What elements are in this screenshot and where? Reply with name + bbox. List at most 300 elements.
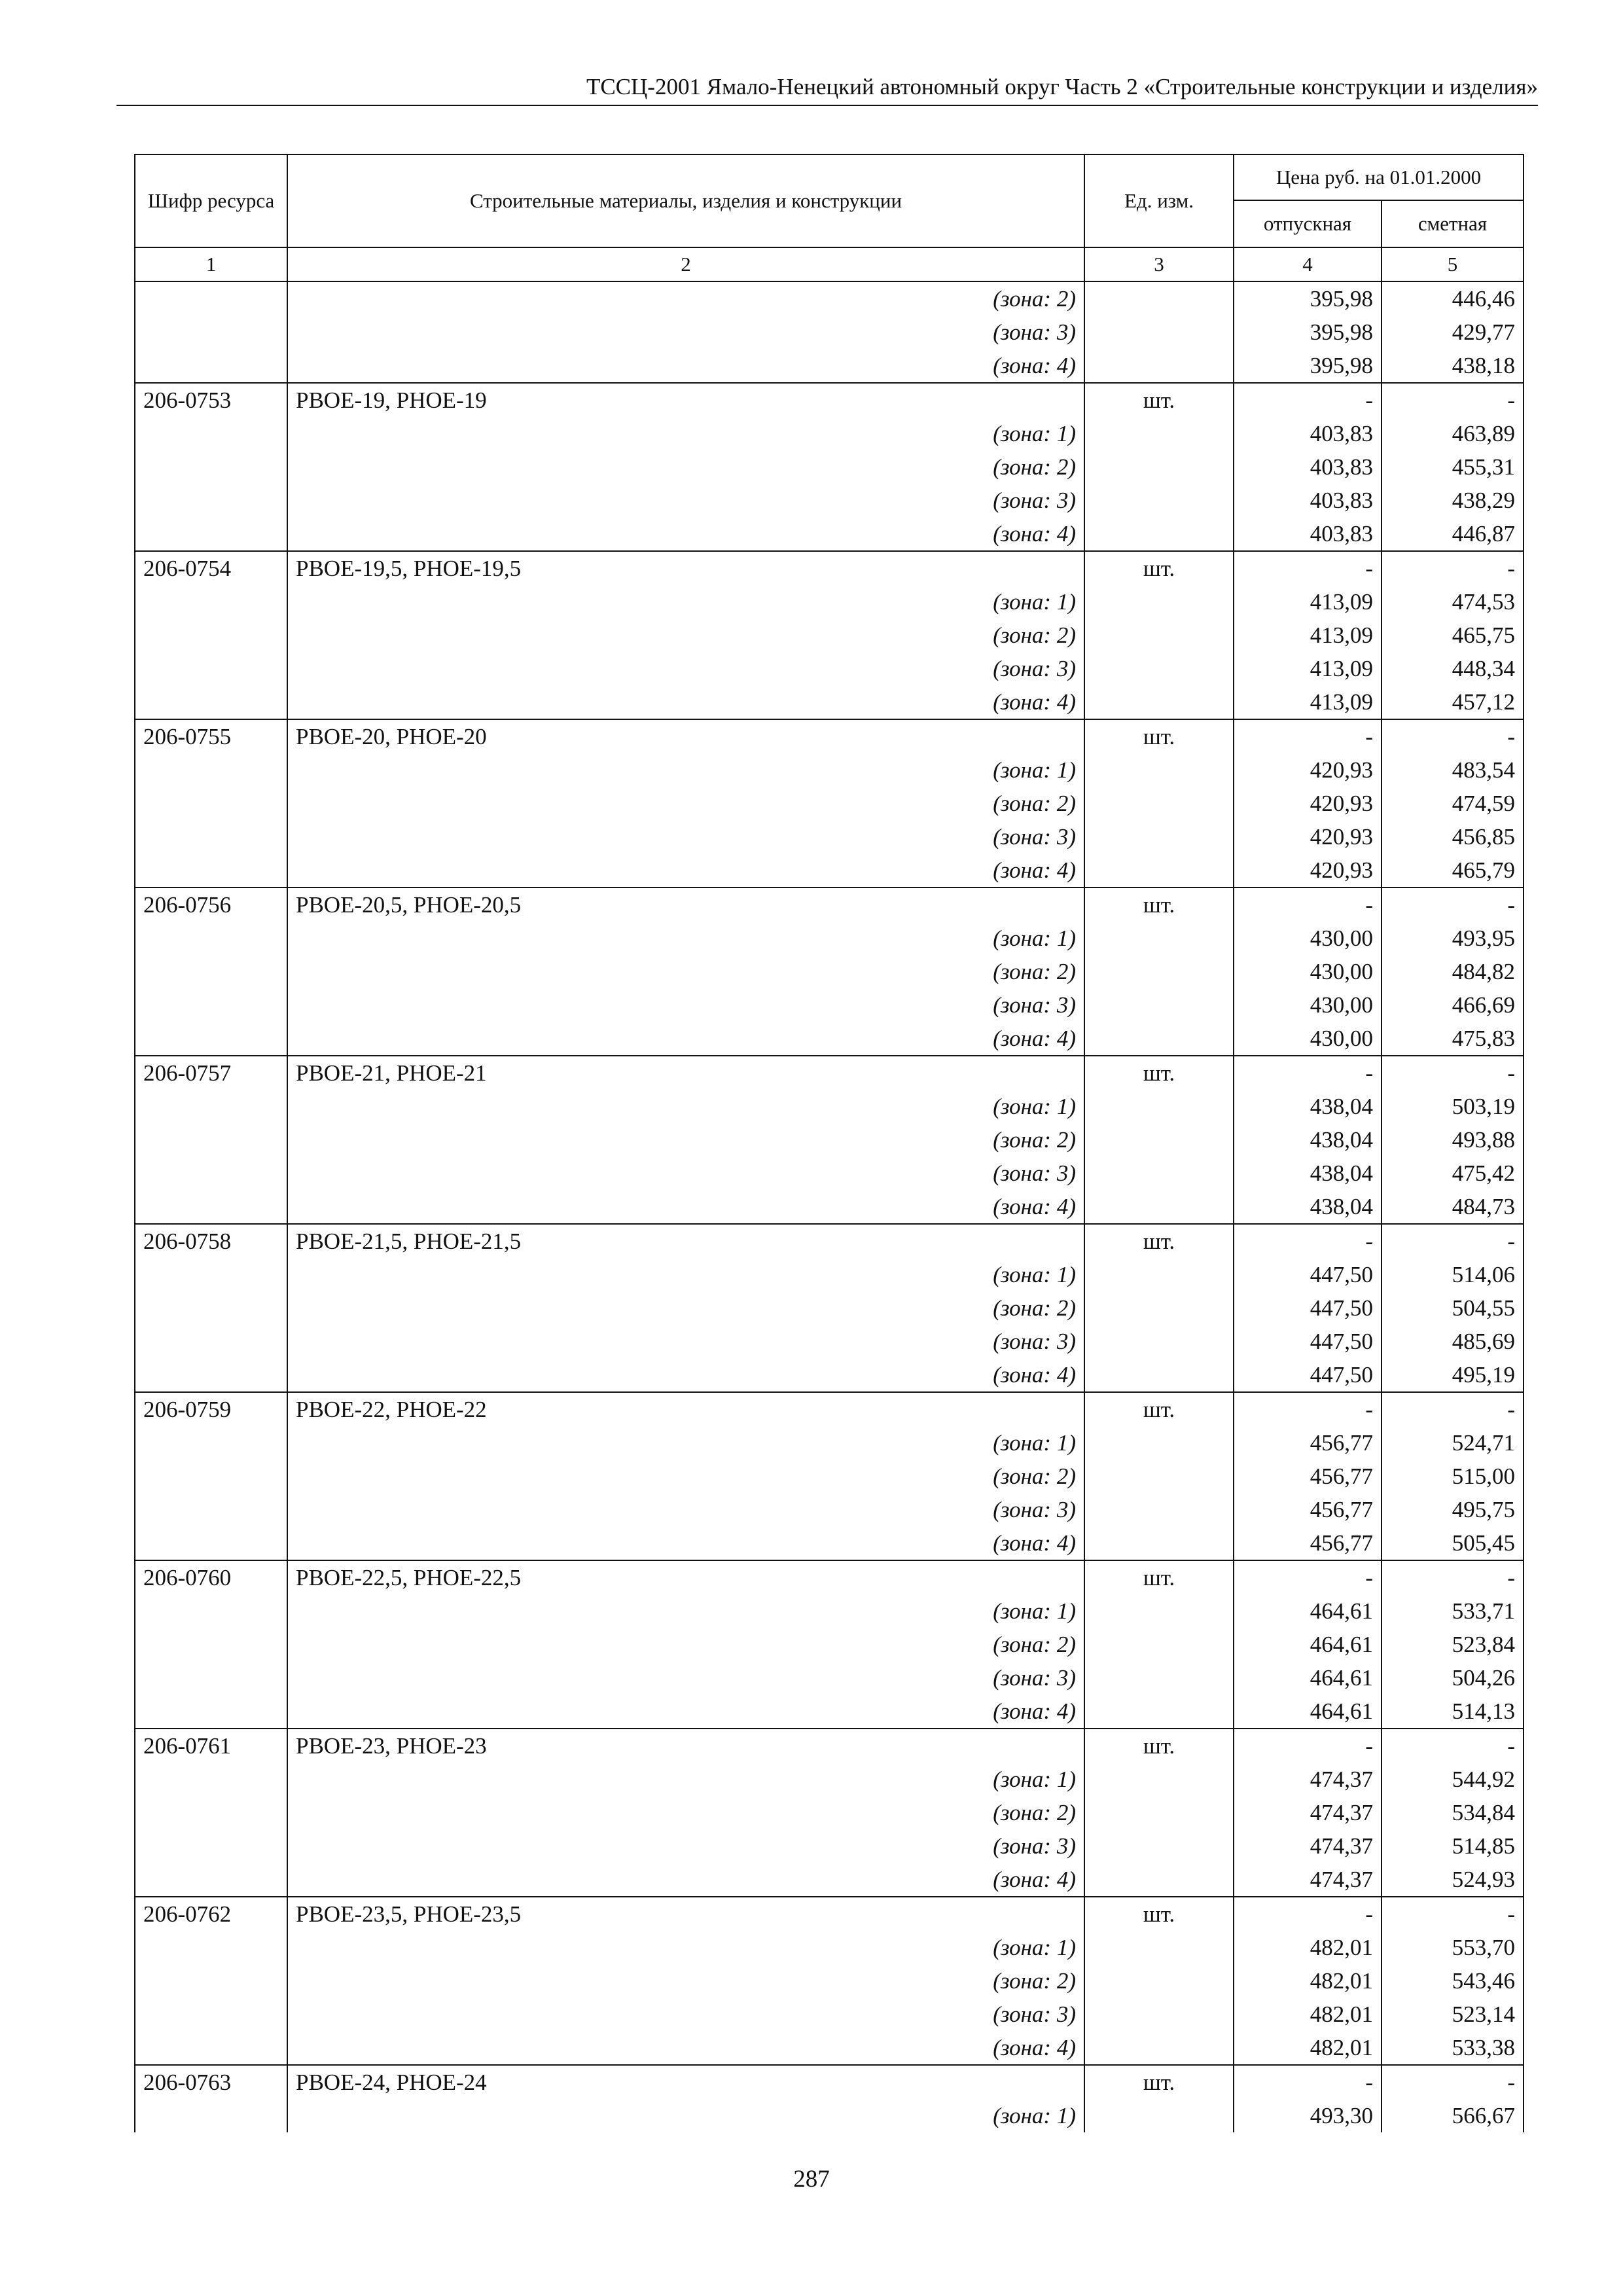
resource-code-cell xyxy=(135,1695,287,1729)
unit-cell xyxy=(1084,1493,1234,1526)
unit-cell xyxy=(1084,1291,1234,1325)
release-price-cell: 395,98 xyxy=(1234,315,1382,349)
resource-code-cell xyxy=(135,1964,287,1998)
release-price-cell: 474,37 xyxy=(1234,1829,1382,1863)
unit-cell xyxy=(1084,820,1234,853)
release-price-cell: - xyxy=(1234,2065,1382,2099)
release-price-cell: 395,98 xyxy=(1234,349,1382,383)
release-price-cell: 403,83 xyxy=(1234,484,1382,517)
zone-cell: (зона: 3) xyxy=(287,988,1084,1022)
zone-cell: (зона: 2) xyxy=(287,1460,1084,1493)
zone-cell: (зона: 4) xyxy=(287,1526,1084,1560)
table-row xyxy=(135,1695,1524,1729)
estimate-price-cell: 505,45 xyxy=(1382,1526,1524,1560)
release-price-cell: 420,93 xyxy=(1234,853,1382,888)
material-name-cell: РВОЕ-21,5, РНОЕ-21,5 xyxy=(287,1224,1084,1258)
release-price-cell: 464,61 xyxy=(1234,1695,1382,1729)
resource-code-cell: 206-0759 xyxy=(135,1392,287,1426)
estimate-price-cell: 474,59 xyxy=(1382,787,1524,820)
column-header-code: Шифр ресурса xyxy=(135,154,287,247)
release-price-cell: 474,37 xyxy=(1234,1863,1382,1897)
table-row xyxy=(135,1056,1524,1090)
resource-code-cell xyxy=(135,1325,287,1358)
resource-code-cell xyxy=(135,281,287,315)
material-name-cell: РВОЕ-23,5, РНОЕ-23,5 xyxy=(287,1897,1084,1931)
unit-cell: шт. xyxy=(1084,1224,1234,1258)
material-name-cell: РВОЕ-24, РНОЕ-24 xyxy=(287,2065,1084,2099)
unit-cell xyxy=(1084,1863,1234,1897)
unit-cell xyxy=(1084,585,1234,619)
table-row xyxy=(135,281,1524,315)
material-name-cell: РВОЕ-20, РНОЕ-20 xyxy=(287,719,1084,753)
zone-cell: (зона: 3) xyxy=(287,1998,1084,2031)
unit-cell: шт. xyxy=(1084,551,1234,585)
column-header-estimate-price: сметная xyxy=(1382,200,1524,247)
release-price-cell: 456,77 xyxy=(1234,1460,1382,1493)
release-price-cell: 420,93 xyxy=(1234,820,1382,853)
estimate-price-cell: 515,00 xyxy=(1382,1460,1524,1493)
table-row xyxy=(135,787,1524,820)
table-row xyxy=(135,1190,1524,1224)
resource-code-cell: 206-0753 xyxy=(135,383,287,417)
release-price-cell: 447,50 xyxy=(1234,1358,1382,1392)
estimate-price-cell: 493,95 xyxy=(1382,922,1524,955)
zone-cell: (зона: 2) xyxy=(287,619,1084,652)
unit-cell xyxy=(1084,349,1234,383)
estimate-price-cell: 543,46 xyxy=(1382,1964,1524,1998)
unit-cell xyxy=(1084,1460,1234,1493)
release-price-cell: 420,93 xyxy=(1234,753,1382,787)
resource-code-cell xyxy=(135,988,287,1022)
table-row xyxy=(135,719,1524,753)
resource-code-cell xyxy=(135,1022,287,1056)
unit-cell xyxy=(1084,787,1234,820)
zone-cell: (зона: 4) xyxy=(287,1695,1084,1729)
column-number: 3 xyxy=(1084,247,1234,281)
estimate-price-cell: 484,73 xyxy=(1382,1190,1524,1224)
release-price-cell: 438,04 xyxy=(1234,1157,1382,1190)
table-row xyxy=(135,1560,1524,1594)
table-row xyxy=(135,1426,1524,1460)
column-header-price-group: Цена руб. на 01.01.2000 xyxy=(1234,154,1524,200)
zone-cell: (зона: 2) xyxy=(287,281,1084,315)
table-row xyxy=(135,383,1524,417)
estimate-price-cell: 446,46 xyxy=(1382,281,1524,315)
resource-code-cell xyxy=(135,450,287,484)
table-row xyxy=(135,888,1524,922)
estimate-price-cell: 495,75 xyxy=(1382,1493,1524,1526)
resource-code-cell xyxy=(135,685,287,719)
zone-cell: (зона: 4) xyxy=(287,517,1084,551)
header-divider xyxy=(116,105,1538,106)
column-number: 2 xyxy=(287,247,1084,281)
zone-cell: (зона: 4) xyxy=(287,349,1084,383)
table-row xyxy=(135,1090,1524,1123)
release-price-cell: 447,50 xyxy=(1234,1291,1382,1325)
release-price-cell: 413,09 xyxy=(1234,652,1382,685)
unit-cell: шт. xyxy=(1084,1729,1234,1763)
release-price-cell: 482,01 xyxy=(1234,2031,1382,2065)
release-price-cell: 447,50 xyxy=(1234,1258,1382,1291)
release-price-cell: 430,00 xyxy=(1234,1022,1382,1056)
estimate-price-cell: 495,19 xyxy=(1382,1358,1524,1392)
material-name-cell: РВОЕ-23, РНОЕ-23 xyxy=(287,1729,1084,1763)
unit-cell xyxy=(1084,1358,1234,1392)
table-row xyxy=(135,1628,1524,1661)
resource-code-cell xyxy=(135,1526,287,1560)
estimate-price-cell: - xyxy=(1382,888,1524,922)
material-name-cell: РВОЕ-19, РНОЕ-19 xyxy=(287,383,1084,417)
table-row xyxy=(135,1123,1524,1157)
resource-code-cell xyxy=(135,753,287,787)
zone-cell: (зона: 2) xyxy=(287,1291,1084,1325)
table-row xyxy=(135,955,1524,988)
unit-cell xyxy=(1084,1325,1234,1358)
table-row xyxy=(135,1863,1524,1897)
table-body xyxy=(135,247,1524,2132)
unit-cell xyxy=(1084,417,1234,450)
estimate-price-cell: 514,85 xyxy=(1382,1829,1524,1863)
table-row xyxy=(135,517,1524,551)
column-number: 4 xyxy=(1234,247,1382,281)
release-price-cell: 438,04 xyxy=(1234,1190,1382,1224)
zone-cell: (зона: 3) xyxy=(287,652,1084,685)
resource-code-cell xyxy=(135,1998,287,2031)
unit-cell: шт. xyxy=(1084,1897,1234,1931)
unit-cell: шт. xyxy=(1084,1560,1234,1594)
table-row xyxy=(135,685,1524,719)
estimate-price-cell: - xyxy=(1382,1897,1524,1931)
table-row xyxy=(135,1157,1524,1190)
zone-cell: (зона: 1) xyxy=(287,585,1084,619)
resource-code-cell xyxy=(135,417,287,450)
page-number: 287 xyxy=(793,2166,830,2193)
zone-cell: (зона: 2) xyxy=(287,1964,1084,1998)
estimate-price-cell: 524,71 xyxy=(1382,1426,1524,1460)
material-name-cell: РВОЕ-19,5, РНОЕ-19,5 xyxy=(287,551,1084,585)
document-header-title: ТССЦ-2001 Ямало-Ненецкий автономный округ Часть 2 «Строительные конструкции и изделия» xyxy=(586,74,1538,99)
zone-cell: (зона: 1) xyxy=(287,753,1084,787)
estimate-price-cell: 429,77 xyxy=(1382,315,1524,349)
column-number: 5 xyxy=(1382,247,1524,281)
column-number-row xyxy=(135,247,1524,281)
table-row xyxy=(135,349,1524,383)
resource-code-cell xyxy=(135,1090,287,1123)
unit-cell xyxy=(1084,1796,1234,1829)
unit-cell: шт. xyxy=(1084,2065,1234,2099)
column-number: 1 xyxy=(135,247,287,281)
table-row xyxy=(135,1964,1524,1998)
resource-code-cell xyxy=(135,1661,287,1695)
zone-cell: (зона: 2) xyxy=(287,1628,1084,1661)
release-price-cell: 413,09 xyxy=(1234,685,1382,719)
unit-cell: шт. xyxy=(1084,383,1234,417)
unit-cell xyxy=(1084,1526,1234,1560)
table-row xyxy=(135,1460,1524,1493)
estimate-price-cell: 544,92 xyxy=(1382,1763,1524,1796)
table-row xyxy=(135,619,1524,652)
resource-code-cell xyxy=(135,1931,287,1964)
unit-cell xyxy=(1084,619,1234,652)
unit-cell xyxy=(1084,1258,1234,1291)
zone-cell: (зона: 3) xyxy=(287,1325,1084,1358)
resource-code-cell xyxy=(135,349,287,383)
resource-code-cell xyxy=(135,1796,287,1829)
table-row xyxy=(135,820,1524,853)
release-price-cell: 493,30 xyxy=(1234,2099,1382,2132)
zone-cell: (зона: 2) xyxy=(287,1796,1084,1829)
unit-cell xyxy=(1084,955,1234,988)
estimate-price-cell: 463,89 xyxy=(1382,417,1524,450)
table-row xyxy=(135,1493,1524,1526)
table-row xyxy=(135,1358,1524,1392)
estimate-price-cell: 533,71 xyxy=(1382,1594,1524,1628)
zone-cell: (зона: 1) xyxy=(287,1594,1084,1628)
estimate-price-cell: 523,14 xyxy=(1382,1998,1524,2031)
estimate-price-cell: - xyxy=(1382,1392,1524,1426)
table-row xyxy=(135,988,1524,1022)
estimate-price-cell: 456,85 xyxy=(1382,820,1524,853)
resource-code-cell xyxy=(135,1157,287,1190)
resource-code-cell xyxy=(135,315,287,349)
release-price-cell: 438,04 xyxy=(1234,1090,1382,1123)
unit-cell xyxy=(1084,1190,1234,1224)
resource-code-cell xyxy=(135,1863,287,1897)
estimate-price-cell: 514,06 xyxy=(1382,1258,1524,1291)
zone-cell: (зона: 2) xyxy=(287,1123,1084,1157)
table-row xyxy=(135,853,1524,888)
table-row xyxy=(135,2099,1524,2132)
release-price-cell: 482,01 xyxy=(1234,1931,1382,1964)
zone-cell: (зона: 4) xyxy=(287,2031,1084,2065)
estimate-price-cell: - xyxy=(1382,1560,1524,1594)
column-header-name: Строительные материалы, изделия и конструкции xyxy=(287,154,1084,247)
table-row xyxy=(135,484,1524,517)
resource-code-cell xyxy=(135,1460,287,1493)
table-row xyxy=(135,2065,1524,2099)
zone-cell: (зона: 4) xyxy=(287,1190,1084,1224)
estimate-price-cell: 446,87 xyxy=(1382,517,1524,551)
estimate-price-cell: 523,84 xyxy=(1382,1628,1524,1661)
estimate-price-cell: 504,55 xyxy=(1382,1291,1524,1325)
resource-code-cell xyxy=(135,820,287,853)
table-row xyxy=(135,1763,1524,1796)
estimate-price-cell: 455,31 xyxy=(1382,450,1524,484)
release-price-cell: 403,83 xyxy=(1234,450,1382,484)
table-row xyxy=(135,1526,1524,1560)
release-price-cell: - xyxy=(1234,383,1382,417)
unit-cell xyxy=(1084,753,1234,787)
estimate-price-cell: 465,75 xyxy=(1382,619,1524,652)
material-name-cell: РВОЕ-22,5, РНОЕ-22,5 xyxy=(287,1560,1084,1594)
release-price-cell: 482,01 xyxy=(1234,1964,1382,1998)
material-name-cell: РВОЕ-21, РНОЕ-21 xyxy=(287,1056,1084,1090)
zone-cell: (зона: 2) xyxy=(287,450,1084,484)
release-price-cell: - xyxy=(1234,1224,1382,1258)
resource-code-cell xyxy=(135,922,287,955)
table-row xyxy=(135,1661,1524,1695)
resource-code-cell xyxy=(135,585,287,619)
resource-code-cell xyxy=(135,1258,287,1291)
unit-cell xyxy=(1084,988,1234,1022)
table-row xyxy=(135,652,1524,685)
release-price-cell: 430,00 xyxy=(1234,922,1382,955)
zone-cell: (зона: 3) xyxy=(287,1493,1084,1526)
resource-code-cell xyxy=(135,619,287,652)
resource-code-cell xyxy=(135,787,287,820)
table-row xyxy=(135,1829,1524,1863)
table-row xyxy=(135,1325,1524,1358)
resource-code-cell xyxy=(135,853,287,888)
zone-cell: (зона: 1) xyxy=(287,1258,1084,1291)
unit-cell xyxy=(1084,1426,1234,1460)
table-row xyxy=(135,551,1524,585)
unit-cell xyxy=(1084,685,1234,719)
estimate-price-cell: 465,79 xyxy=(1382,853,1524,888)
unit-cell xyxy=(1084,1931,1234,1964)
resource-code-cell xyxy=(135,1190,287,1224)
unit-cell xyxy=(1084,1829,1234,1863)
estimate-price-cell: - xyxy=(1382,1224,1524,1258)
release-price-cell: - xyxy=(1234,1392,1382,1426)
table-row xyxy=(135,1594,1524,1628)
resource-code-cell: 206-0761 xyxy=(135,1729,287,1763)
estimate-price-cell: - xyxy=(1382,383,1524,417)
resource-code-cell xyxy=(135,2099,287,2132)
unit-cell xyxy=(1084,315,1234,349)
estimate-price-cell: 514,13 xyxy=(1382,1695,1524,1729)
zone-cell: (зона: 2) xyxy=(287,787,1084,820)
unit-cell xyxy=(1084,281,1234,315)
release-price-cell: - xyxy=(1234,888,1382,922)
table-row xyxy=(135,1931,1524,1964)
release-price-cell: 464,61 xyxy=(1234,1628,1382,1661)
estimate-price-cell: 483,54 xyxy=(1382,753,1524,787)
zone-cell: (зона: 3) xyxy=(287,1157,1084,1190)
resource-price-table xyxy=(134,154,1524,2132)
table-row xyxy=(135,315,1524,349)
table-row xyxy=(135,1392,1524,1426)
unit-cell xyxy=(1084,1090,1234,1123)
zone-cell: (зона: 4) xyxy=(287,685,1084,719)
zone-cell: (зона: 4) xyxy=(287,1022,1084,1056)
release-price-cell: 403,83 xyxy=(1234,417,1382,450)
unit-cell xyxy=(1084,2099,1234,2132)
unit-cell xyxy=(1084,853,1234,888)
release-price-cell: 420,93 xyxy=(1234,787,1382,820)
zone-cell: (зона: 3) xyxy=(287,1829,1084,1863)
resource-code-cell: 206-0754 xyxy=(135,551,287,585)
estimate-price-cell: 438,29 xyxy=(1382,484,1524,517)
release-price-cell: 474,37 xyxy=(1234,1796,1382,1829)
unit-cell: шт. xyxy=(1084,1392,1234,1426)
zone-cell: (зона: 2) xyxy=(287,955,1084,988)
unit-cell: шт. xyxy=(1084,1056,1234,1090)
unit-cell xyxy=(1084,2031,1234,2065)
material-name-cell: РВОЕ-22, РНОЕ-22 xyxy=(287,1392,1084,1426)
unit-cell xyxy=(1084,1022,1234,1056)
unit-cell xyxy=(1084,1964,1234,1998)
release-price-cell: - xyxy=(1234,1560,1382,1594)
resource-code-cell xyxy=(135,484,287,517)
table-row xyxy=(135,1998,1524,2031)
zone-cell: (зона: 3) xyxy=(287,484,1084,517)
estimate-price-cell: 438,18 xyxy=(1382,349,1524,383)
zone-cell: (зона: 4) xyxy=(287,1358,1084,1392)
zone-cell: (зона: 3) xyxy=(287,1661,1084,1695)
table-row xyxy=(135,1291,1524,1325)
release-price-cell: 395,98 xyxy=(1234,281,1382,315)
release-price-cell: 456,77 xyxy=(1234,1526,1382,1560)
release-price-cell: 456,77 xyxy=(1234,1493,1382,1526)
estimate-price-cell: 534,84 xyxy=(1382,1796,1524,1829)
table-row xyxy=(135,450,1524,484)
estimate-price-cell: - xyxy=(1382,719,1524,753)
estimate-price-cell: 466,69 xyxy=(1382,988,1524,1022)
resource-code-cell xyxy=(135,1763,287,1796)
estimate-price-cell: 533,38 xyxy=(1382,2031,1524,2065)
resource-code-cell xyxy=(135,1628,287,1661)
unit-cell xyxy=(1084,1695,1234,1729)
release-price-cell: 464,61 xyxy=(1234,1661,1382,1695)
resource-code-cell xyxy=(135,1358,287,1392)
release-price-cell: 474,37 xyxy=(1234,1763,1382,1796)
resource-code-cell: 206-0756 xyxy=(135,888,287,922)
unit-cell xyxy=(1084,484,1234,517)
estimate-price-cell: 503,19 xyxy=(1382,1090,1524,1123)
release-price-cell: 464,61 xyxy=(1234,1594,1382,1628)
zone-cell: (зона: 1) xyxy=(287,1090,1084,1123)
zone-cell: (зона: 1) xyxy=(287,1426,1084,1460)
release-price-cell: - xyxy=(1234,1056,1382,1090)
resource-code-cell xyxy=(135,1426,287,1460)
estimate-price-cell: 448,34 xyxy=(1382,652,1524,685)
estimate-price-cell: 524,93 xyxy=(1382,1863,1524,1897)
zone-cell: (зона: 1) xyxy=(287,1931,1084,1964)
zone-cell: (зона: 1) xyxy=(287,2099,1084,2132)
unit-cell xyxy=(1084,1998,1234,2031)
unit-cell xyxy=(1084,1594,1234,1628)
zone-cell: (зона: 1) xyxy=(287,1763,1084,1796)
table-row xyxy=(135,1729,1524,1763)
release-price-cell: - xyxy=(1234,719,1382,753)
resource-code-cell xyxy=(135,955,287,988)
estimate-price-cell: 484,82 xyxy=(1382,955,1524,988)
resource-code-cell xyxy=(135,1829,287,1863)
release-price-cell: 456,77 xyxy=(1234,1426,1382,1460)
estimate-price-cell: 457,12 xyxy=(1382,685,1524,719)
estimate-price-cell: - xyxy=(1382,551,1524,585)
zone-cell: (зона: 3) xyxy=(287,820,1084,853)
release-price-cell: 430,00 xyxy=(1234,988,1382,1022)
table-row xyxy=(135,753,1524,787)
unit-cell xyxy=(1084,1763,1234,1796)
estimate-price-cell: 485,69 xyxy=(1382,1325,1524,1358)
estimate-price-cell: - xyxy=(1382,1056,1524,1090)
table-row xyxy=(135,1897,1524,1931)
estimate-price-cell: 493,88 xyxy=(1382,1123,1524,1157)
resource-code-cell: 206-0755 xyxy=(135,719,287,753)
estimate-price-cell: - xyxy=(1382,1729,1524,1763)
estimate-price-cell: 566,67 xyxy=(1382,2099,1524,2132)
unit-cell xyxy=(1084,1661,1234,1695)
release-price-cell: 403,83 xyxy=(1234,517,1382,551)
release-price-cell: 447,50 xyxy=(1234,1325,1382,1358)
table-row xyxy=(135,1796,1524,1829)
table-row xyxy=(135,1258,1524,1291)
estimate-price-cell: 475,42 xyxy=(1382,1157,1524,1190)
unit-cell: шт. xyxy=(1084,888,1234,922)
